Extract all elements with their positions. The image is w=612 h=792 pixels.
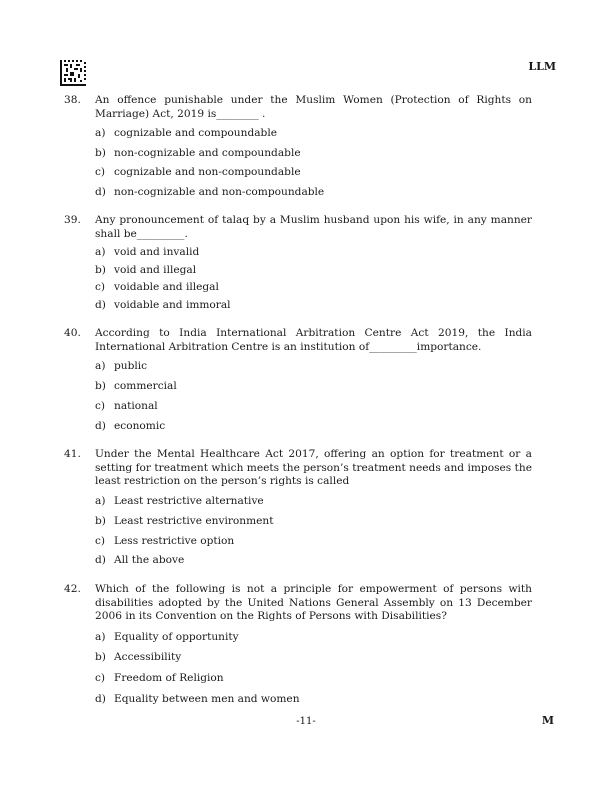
question-number: 41. (64, 448, 81, 460)
option-d: d) voidable and immoral (95, 299, 231, 311)
option-c: c) national (95, 400, 158, 412)
series-code: M (541, 714, 554, 727)
option-c: c) Less restrictive option (95, 535, 235, 547)
option-d: d) non-cognizable and non-compoundable (95, 186, 325, 198)
question-number: 42. (64, 583, 81, 595)
qr-code-icon (60, 60, 86, 86)
question-text: Under the Mental Healthcare Act 2017, offering an option for treatment or a setting for treatment which meets the person’s treatment needs and imposes the least restriction on the person’s rights is called (95, 448, 532, 487)
option-c: c) voidable and illegal (95, 281, 219, 293)
option-d: d) Equality between men and women (95, 693, 300, 705)
option-b: b) Accessibility (95, 651, 182, 663)
question-39 (64, 214, 532, 311)
question-42 (64, 583, 532, 705)
option-a: a) public (95, 360, 148, 372)
question-text: An offence punishable under the Muslim Women (Protection of Rights on Marriage) Act, 2019 is________ . (95, 94, 532, 120)
question-text: According to India International Arbitration Centre Act 2019, the India International Arbitration Centre is an institution of_________importance. (95, 327, 532, 353)
question-41 (64, 448, 532, 566)
option-a: a) Equality of opportunity (95, 631, 239, 643)
question-number: 38. (64, 94, 81, 106)
option-c: c) Freedom of Religion (95, 672, 224, 684)
option-b: b) non-cognizable and compoundable (95, 147, 301, 159)
question-number: 40. (64, 327, 81, 339)
paper-code: LLM (528, 60, 556, 73)
option-a: a) cognizable and compoundable (95, 127, 277, 139)
question-text: Which of the following is not a principle for empowerment of persons with disabilities adopted by the United Nations General Assembly on 13 December 2006 in its Convention on the Rights of Persons with Disabilities? (95, 583, 532, 622)
question-38 (64, 94, 532, 198)
option-a: a) Least restrictive alternative (95, 495, 264, 507)
option-d: d) All the above (95, 554, 185, 566)
option-b: b) Least restrictive environment (95, 515, 274, 527)
option-b: b) void and illegal (95, 264, 197, 276)
page-number: -11- (296, 716, 316, 727)
option-d: d) economic (95, 420, 166, 432)
question-text: Any pronouncement of talaq by a Muslim husband upon his wife, in any manner shall be_________. (95, 214, 532, 240)
question-40 (64, 327, 532, 432)
option-a: a) void and invalid (95, 246, 200, 258)
option-c: c) cognizable and non-compoundable (95, 166, 301, 178)
question-number: 39. (64, 214, 81, 226)
option-b: b) commercial (95, 380, 177, 392)
